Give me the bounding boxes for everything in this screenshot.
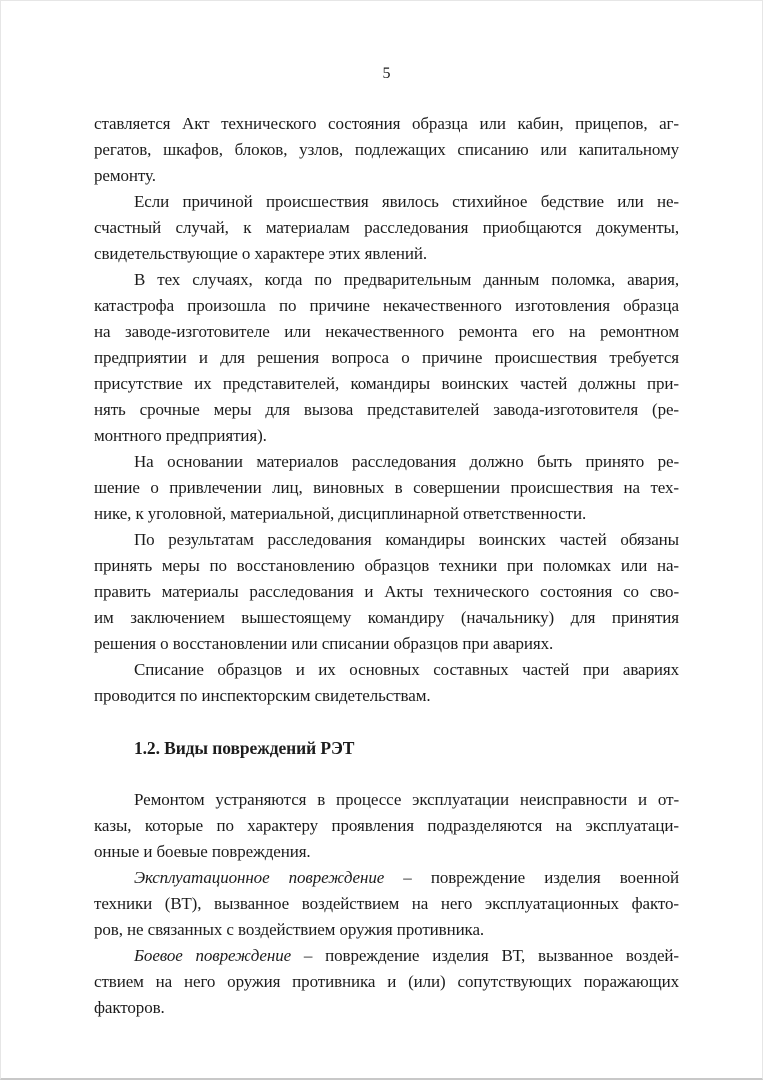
text-line: им заключением вышестоящему командиру (начальнику) для принятия [94,608,679,627]
text-line: факторов. [94,998,165,1017]
text-line: На основании материалов расследования должно быть принято ре- [134,452,679,471]
page-number: 5 [382,65,391,82]
text-line: онные и боевые повреждения. [94,842,311,861]
term-rest: – повреждение изделия ВТ, вызванное воздей- [291,946,679,965]
text-line: ров, не связанных с воздействием оружия противника. [94,920,485,939]
text-line: предприятии и для решения вопроса о причине происшествия требуется [94,348,679,367]
text-line: казы, которые по характеру проявления подразделяются на эксплуатаци- [94,816,679,835]
text-line: нике, к уголовной, материальной, дисциплинарной ответственности. [94,504,587,523]
paragraph [94,657,679,709]
text-line: шение о привлечении лиц, виновных в совершении происшествия на тех- [94,478,679,497]
text-line: ствием на него оружия противника и (или) сопутствующих поражающих [94,972,679,991]
page-body [94,111,679,1021]
text-line [94,865,679,891]
text-line: катастрофа произошла по причине некачественного изготовления образца [94,296,679,315]
text-line: решения о восстановлении или списании образцов при авариях. [94,634,554,653]
paragraph [94,527,679,657]
text-line: монтного предприятия). [94,426,267,445]
text-line: править материалы расследования и Акты технического состояния со сво- [94,582,679,601]
term-italic: Боевое повреждение [134,946,292,965]
text-line: счастный случай, к материалам расследования приобщаются документы, [94,218,679,237]
text-line: Ремонтом устраняются в процессе эксплуатации неисправности и от- [134,790,679,809]
text-line: принять меры по восстановлению образцов техники при поломках или на- [94,556,679,575]
paragraph [94,449,679,527]
text-line [94,943,679,969]
paragraph [94,787,679,865]
paragraph [94,189,679,267]
text-line: По результатам расследования командиры воинских частей обязаны [134,530,679,549]
text-line: свидетельствующие о характере этих явлений. [94,244,428,263]
paragraph [94,865,679,943]
text-line: Списание образцов и их основных составных частей при авариях [134,660,679,679]
paragraph [94,111,679,189]
text-line: техники (ВТ), вызванное воздействием на него эксплуатационных факто- [94,894,679,913]
text-line: регатов, шкафов, блоков, узлов, подлежащих списанию или капитальному [94,140,679,159]
paragraph [94,943,679,1021]
text-line: на заводе-изготовителе или некачественного ремонта его на ремонтном [94,322,679,341]
text-line: нять срочные меры для вызова представителей завода-изготовителя (ре- [94,400,679,419]
term-rest: – повреждение изделия военной [384,868,679,887]
text-line: Если причиной происшествия явилось стихийное бедствие или не- [134,192,679,211]
paragraph [94,267,679,449]
text-line: ставляется Акт технического состояния образца или кабин, прицепов, аг- [94,114,679,133]
text-line: присутствие их представителей, командиры воинских частей должны при- [94,374,679,393]
text-line: проводится по инспекторским свидетельствам. [94,686,431,705]
term-italic: Эксплуатационное повреждение [134,868,385,887]
text-line: ремонту. [94,166,156,185]
section-heading: 1.2. Виды повреждений РЭТ [134,738,355,758]
text-line: В тех случаях, когда по предварительным данным поломка, авария, [134,270,679,289]
